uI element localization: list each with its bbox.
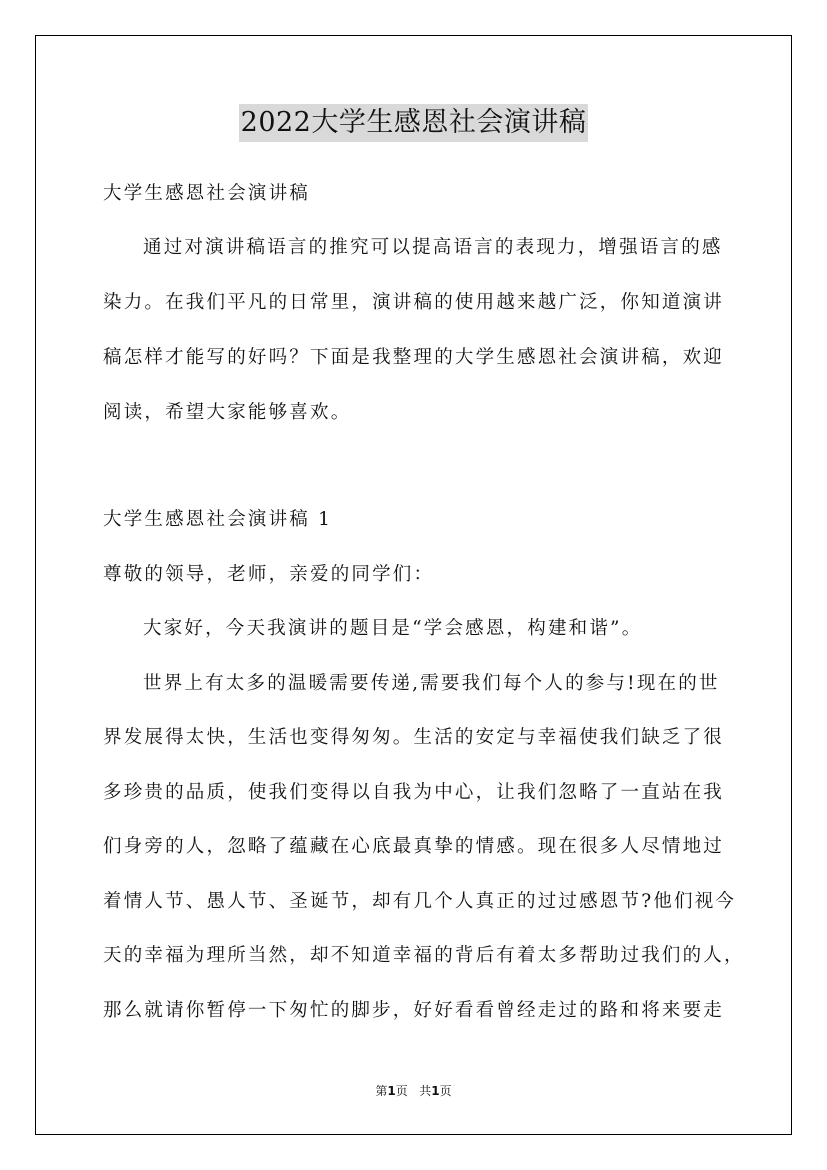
body-line: 多珍贵的品质，使我们变得以自我为中心，让我们忽略了一直站在我 <box>103 782 725 803</box>
body-line: 着情人节、愚人节、圣诞节，却有几个人真正的过过感恩节?他们视今 <box>103 891 737 912</box>
body-line: 们身旁的人，忽略了蕴藏在心底最真挚的情感。现在很多人尽情地过 <box>103 836 725 857</box>
total-pages: 1 <box>431 1084 440 1098</box>
page-prefix: 第 <box>375 1084 388 1098</box>
document-title: 2022大学生感恩社会演讲稿 <box>239 104 589 142</box>
body-line: 天的幸福为理所当然，却不知道幸福的背后有着太多帮助过我们的人， <box>103 945 745 966</box>
greeting: 大家好，今天我演讲的题目是“学会感恩，构建和谐”。 <box>143 618 643 639</box>
intro-line: 染力。在我们平凡的日常里，演讲稿的使用越来越广泛，你知道演讲 <box>103 292 725 313</box>
body-line: 那么就请你暂停一下匆忙的脚步，好好看看曾经走过的路和将来要走 <box>103 1000 725 1021</box>
total-suffix: 页 <box>439 1084 452 1098</box>
intro-line: 阅读，希望大家能够喜欢。 <box>103 402 352 423</box>
total-prefix: 共 <box>419 1084 432 1098</box>
page-suffix: 页 <box>395 1084 408 1098</box>
document-subtitle: 大学生感恩社会演讲稿 <box>103 183 311 204</box>
section-title: 大学生感恩社会演讲稿 1 <box>103 509 333 530</box>
page-number: 1 <box>387 1084 396 1098</box>
page-footer <box>0 1082 827 1099</box>
body-line: 界发展得太快，生活也变得匆匆。生活的安定与幸福使我们缺乏了很 <box>103 727 725 748</box>
salutation: 尊敬的领导，老师，亲爱的同学们： <box>103 564 435 585</box>
intro-line: 通过对演讲稿语言的推究可以提高语言的表现力，增强语言的感 <box>143 237 723 258</box>
intro-line: 稿怎样才能写的好吗？下面是我整理的大学生感恩社会演讲稿，欢迎 <box>103 347 725 368</box>
title-block <box>0 104 827 142</box>
body-line: 世界上有太多的温暖需要传递,需要我们每个人的参与!现在的世 <box>143 673 720 694</box>
